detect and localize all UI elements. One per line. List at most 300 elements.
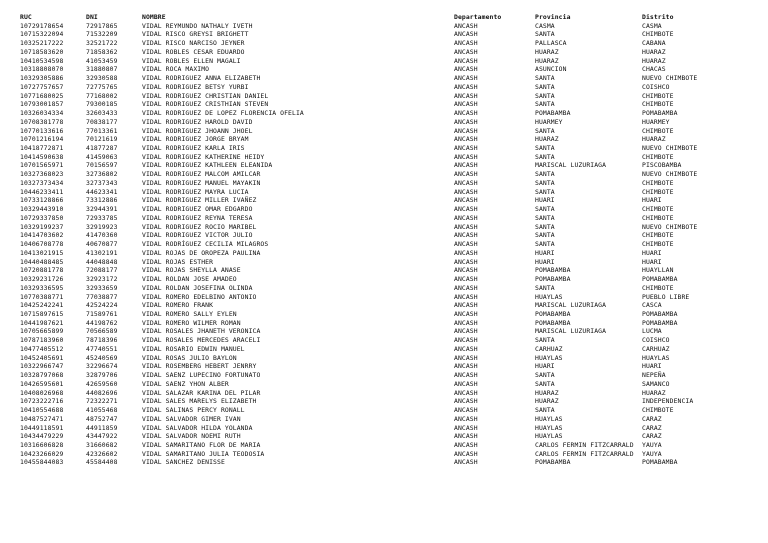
dni-cell: 32521722 [86,39,118,48]
table-row [20,319,760,328]
header-dni: DNI [86,13,98,21]
nombre-cell: VIDAL SALAZAR KARINA DEL PILAR [142,388,261,397]
nombre-cell: VIDAL ROSARIO EDWIN MANUEL [142,344,245,353]
table-row [20,327,760,336]
table-row [20,397,760,406]
nombre-cell: VIDAL RODRIGUEZ DE LOPEZ FLORENCIA OFELIA [142,109,304,118]
provincia-cell: SANTA [535,283,555,292]
table-row [20,22,760,31]
dni-cell: 72322271 [86,397,118,406]
provincia-cell: SANTA [535,379,555,388]
departamento-cell: ANCASH [454,266,478,275]
ruc-cell: 10406708778 [20,240,64,249]
provincia-cell: HUAYLAS [535,292,563,301]
provincia-cell: HUARI [535,362,555,371]
ruc-cell: 10718583620 [20,47,64,56]
nombre-cell: VIDAL RODRIGUEZ CRISTHIAN STEVEN [142,100,269,109]
dni-cell: 45584408 [86,458,118,467]
distrito-cell: POMABAMBA [642,458,678,467]
provincia-cell: POMABAMBA [535,458,571,467]
table-row [20,127,760,136]
provincia-cell: HUARAZ [535,135,559,144]
dni-cell: 32603433 [86,109,118,118]
nombre-cell: VIDAL SALVADOR NOEMI RUTH [142,432,241,441]
departamento-cell: ANCASH [454,432,478,441]
distrito-cell: POMABAMBA [642,318,678,327]
ruc-cell: 10708381778 [20,117,64,126]
ruc-cell: 10418772871 [20,144,64,153]
provincia-cell: SANTA [535,187,555,196]
dni-cell: 70838177 [86,117,118,126]
ruc-cell: 10325217222 [20,39,64,48]
table-row [20,424,760,433]
provincia-cell: SANTA [535,178,555,187]
nombre-cell: VIDAL RODRIGUEZ HAROLD DAVID [142,117,253,126]
nombre-cell: VIDAL ROSAS JULIO BAYLON [142,353,237,362]
provincia-cell: SANTA [535,30,555,39]
nombre-cell: VIDAL SAMARITANO JULIA TEODOSIA [142,449,265,458]
departamento-cell: ANCASH [454,449,478,458]
nombre-cell: VIDAL RODRIGUEZ BETSY YURBI [142,82,249,91]
departamento-cell: ANCASH [454,91,478,100]
nombre-cell: VIDAL ROMERO FRANK [142,301,214,310]
table-row [20,92,760,101]
distrito-cell: CHIMBOTE [642,126,674,135]
provincia-cell: HUARAZ [535,397,559,406]
header-departamento: Departamento [454,13,502,21]
nombre-cell: VIDAL ROJAS ESTHER [142,257,214,266]
dni-cell: 32919923 [86,222,118,231]
departamento-cell: ANCASH [454,318,478,327]
provincia-cell: SANTA [535,213,555,222]
distrito-cell: YAUYA [642,440,662,449]
provincia-cell: CASMA [535,21,555,30]
distrito-cell: NUEVO CHIMBOTE [642,170,698,179]
nombre-cell: VIDAL RODRÍGUEZ CECILIA MILAGROS [142,240,269,249]
departamento-cell: ANCASH [454,301,478,310]
departamento-cell: ANCASH [454,248,478,257]
dni-cell: 32944391 [86,205,118,214]
ruc-cell: 10414703602 [20,231,64,240]
departamento-cell: ANCASH [454,39,478,48]
table-row [20,109,760,118]
table-row [20,380,760,389]
dni-cell: 44911859 [86,423,118,432]
table-row [20,118,760,127]
ruc-cell: 10329231726 [20,275,64,284]
table-row [20,389,760,398]
header-ruc: RUC [20,13,32,21]
table-row [20,240,760,249]
departamento-cell: ANCASH [454,30,478,39]
ruc-cell: 10425242241 [20,301,64,310]
table-row [20,415,760,424]
distrito-cell: PUEBLO LIBRE [642,292,690,301]
table-row [20,432,760,441]
departamento-cell: ANCASH [454,309,478,318]
nombre-cell: VIDAL RODRIGUEZ JORGE BRYAM [142,135,249,144]
table-row [20,301,760,310]
table-row [20,266,760,275]
nombre-cell: VIDAL ROMERO SALLY EYLEN [142,309,237,318]
provincia-cell: HUARAZ [535,47,559,56]
provincia-cell: SANTA [535,222,555,231]
nombre-cell: VIDAL ROLDAN JOSEFINA OLINDA [142,283,253,292]
departamento-cell: ANCASH [454,74,478,83]
dni-cell: 42659560 [86,379,118,388]
table-row [20,57,760,66]
nombre-cell: VIDAL SANCHEZ DENISSE [142,458,225,467]
provincia-cell: HUARI [535,248,555,257]
provincia-cell: SANTA [535,126,555,135]
dni-cell: 72933785 [86,213,118,222]
table-row [20,231,760,240]
distrito-cell: HUARAZ [642,56,666,65]
nombre-cell: VIDAL SALVADOR GIMER IVAN [142,414,241,423]
table-row [20,354,760,363]
ruc-cell: 10701216194 [20,135,64,144]
dni-cell: 45240569 [86,353,118,362]
dni-cell: 77013361 [86,126,118,135]
departamento-cell: ANCASH [454,240,478,249]
nombre-cell: VIDAL ROBLES ELLEN MAGALI [142,56,241,65]
ruc-cell: 10793001857 [20,100,64,109]
provincia-cell: HUAYLAS [535,423,563,432]
ruc-cell: 10720881778 [20,266,64,275]
departamento-cell: ANCASH [454,344,478,353]
table-row [20,48,760,57]
nombre-cell: VIDAL ROJAS SHEYLLA ANASE [142,266,241,275]
ruc-cell: 10477405512 [20,344,64,353]
table-row [20,100,760,109]
provincia-cell: HUAYLAS [535,432,563,441]
distrito-cell: CHIMBOTE [642,406,674,415]
dni-cell: 44048848 [86,257,118,266]
nombre-cell: VIDAL SALINAS PERCY RONALL [142,406,245,415]
table-row [20,249,760,258]
provincia-cell: SANTA [535,144,555,153]
distrito-cell: CHIMBOTE [642,187,674,196]
provincia-cell: POMABAMBA [535,318,571,327]
departamento-cell: ANCASH [454,222,478,231]
dni-cell: 70121619 [86,135,118,144]
table-row [20,170,760,179]
ruc-cell: 10787183960 [20,336,64,345]
ruc-cell: 10455844083 [20,458,64,467]
departamento-cell: ANCASH [454,336,478,345]
nombre-cell: VIDAL SAENZ YHON ALBER [142,379,229,388]
dni-cell: 79300185 [86,100,118,109]
ruc-cell: 10434479229 [20,432,64,441]
provincia-cell: SANTA [535,336,555,345]
provincia-cell: MARISCAL LUZURIAGA [535,301,607,310]
departamento-cell: ANCASH [454,362,478,371]
dni-cell: 41302191 [86,248,118,257]
departamento-cell: ANCASH [454,56,478,65]
distrito-cell: HUARAZ [642,47,666,56]
provincia-cell: SANTA [535,240,555,249]
document-page [20,13,760,467]
ruc-cell: 10318808070 [20,65,64,74]
provincia-cell: MARISCAL LUZURIAGA [535,327,607,336]
distrito-cell: HUARI [642,362,662,371]
nombre-cell: VIDAL RODRIGUEZ JHOANN JHOEL [142,126,253,135]
nombre-cell: VIDAL SAMARITANO FLOR DE MARIA [142,440,261,449]
nombre-cell: VIDAL RODRIGUEZ KARLA IRIS [142,144,245,153]
departamento-cell: ANCASH [454,292,478,301]
departamento-cell: ANCASH [454,231,478,240]
dni-cell: 70566589 [86,327,118,336]
departamento-cell: ANCASH [454,109,478,118]
departamento-cell: ANCASH [454,275,478,284]
dni-cell: 70156597 [86,161,118,170]
table-row [20,188,760,197]
provincia-cell: POMABAMBA [535,275,571,284]
table-row [20,450,760,459]
provincia-cell: SANTA [535,231,555,240]
ruc-cell: 10771680025 [20,91,64,100]
distrito-cell: CARAZ [642,432,662,441]
nombre-cell: VIDAL RODRIGUEZ KATHERINE HEIDY [142,152,265,161]
ruc-cell: 10423266029 [20,449,64,458]
departamento-cell: ANCASH [454,397,478,406]
provincia-cell: SANTA [535,371,555,380]
distrito-cell: POMABAMBA [642,309,678,318]
ruc-cell: 10316606828 [20,440,64,449]
provincia-cell: CARLOS FERMIN FITZCARRALD [535,449,634,458]
provincia-cell: POMABAMBA [535,309,571,318]
distrito-cell: COISHCO [642,82,670,91]
nombre-cell: VIDAL RODRIGUEZ MAYRA LUCIA [142,187,249,196]
distrito-cell: CARAZ [642,414,662,423]
table-row [20,196,760,205]
ruc-cell: 10770388771 [20,292,64,301]
nombre-cell: VIDAL RODRIGUEZ OMAR EDGARDO [142,205,253,214]
provincia-cell: SANTA [535,205,555,214]
nombre-cell: VIDAL ROLDAN JOSE AMADEO [142,275,237,284]
ruc-cell: 10733128866 [20,196,64,205]
departamento-cell: ANCASH [454,170,478,179]
distrito-cell: NUEVO CHIMBOTE [642,222,698,231]
nombre-cell: VIDAL RODRIGUEZ CHRISTIAN DANIEL [142,91,269,100]
departamento-cell: ANCASH [454,21,478,30]
departamento-cell: ANCASH [454,144,478,153]
nombre-cell: VIDAL RODRIGUEZ VICTOR JULIO [142,231,253,240]
dni-cell: 73312886 [86,196,118,205]
nombre-cell: VIDAL RODRIGUEZ ROCIO MARIBEL [142,222,257,231]
table-row [20,310,760,319]
departamento-cell: ANCASH [454,327,478,336]
departamento-cell: ANCASH [454,187,478,196]
dni-cell: 32923172 [86,275,118,284]
ruc-cell: 10329443910 [20,205,64,214]
table-row [20,458,760,467]
ruc-cell: 10452405691 [20,353,64,362]
dni-cell: 72917865 [86,21,118,30]
distrito-cell: CHIMBOTE [642,178,674,187]
distrito-cell: LUCMA [642,327,662,336]
provincia-cell: SANTA [535,406,555,415]
provincia-cell: POMABAMBA [535,109,571,118]
provincia-cell: HUARAZ [535,56,559,65]
departamento-cell: ANCASH [454,213,478,222]
table-row [20,74,760,83]
header-provincia: Provincia [535,13,571,21]
ruc-cell: 10701565971 [20,161,64,170]
distrito-cell: CABANA [642,39,666,48]
distrito-cell: CASCA [642,301,662,310]
nombre-cell: VIDAL SALVADOR HILDA YOLANDA [142,423,253,432]
table-row [20,161,760,170]
ruc-cell: 10326034334 [20,109,64,118]
dni-cell: 72775765 [86,82,118,91]
provincia-cell: MARISCAL LUZURIAGA [535,161,607,170]
nombre-cell: VIDAL REYMUNDO NATHALY IVETH [142,21,253,30]
table-row [20,179,760,188]
table-row [20,275,760,284]
departamento-cell: ANCASH [454,379,478,388]
departamento-cell: ANCASH [454,388,478,397]
dni-cell: 41055468 [86,406,118,415]
distrito-cell: CHIMBOTE [642,240,674,249]
departamento-cell: ANCASH [454,161,478,170]
provincia-cell: HUARMEY [535,117,563,126]
distrito-cell: COISHCO [642,336,670,345]
distrito-cell: HUAYLLAN [642,266,674,275]
ruc-cell: 10729337850 [20,213,64,222]
departamento-cell: ANCASH [454,117,478,126]
provincia-cell: SANTA [535,82,555,91]
distrito-cell: CHIMBOTE [642,213,674,222]
table-row [20,336,760,345]
nombre-cell: VIDAL ROSALES MERCEDES ARACELI [142,336,261,345]
nombre-cell: VIDAL SALES MARELYS ELIZABETH [142,397,257,406]
table-row [20,135,760,144]
nombre-cell: VIDAL RODRIGUEZ ANNA ELIZABETH [142,74,261,83]
ruc-cell: 10410554688 [20,406,64,415]
ruc-cell: 10446233411 [20,187,64,196]
nombre-cell: VIDAL ROSALES JHANETH VERONICA [142,327,261,336]
dni-cell: 41053459 [86,56,118,65]
table-row [20,144,760,153]
table-row [20,293,760,302]
ruc-cell: 10414590638 [20,152,64,161]
distrito-cell: CHIMBOTE [642,91,674,100]
provincia-cell: SANTA [535,74,555,83]
provincia-cell: SANTA [535,170,555,179]
distrito-cell: HUARMEY [642,117,670,126]
ruc-cell: 10449118591 [20,423,64,432]
dni-cell: 40670877 [86,240,118,249]
table-row [20,441,760,450]
ruc-cell: 10715322094 [20,30,64,39]
ruc-cell: 10413021915 [20,248,64,257]
nombre-cell: VIDAL SAENZ LUPECINO FORTUNATO [142,371,261,380]
dni-cell: 44082696 [86,388,118,397]
ruc-cell: 10329199237 [20,222,64,231]
nombre-cell: VIDAL RODRIGUEZ MILLER IVAÑEZ [142,196,257,205]
table-row [20,223,760,232]
distrito-cell: CHIMBOTE [642,283,674,292]
departamento-cell: ANCASH [454,257,478,266]
nombre-cell: VIDAL ROCA MAXIMO [142,65,210,74]
header-row [20,13,760,22]
ruc-cell: 10327373434 [20,178,64,187]
dni-cell: 32737343 [86,178,118,187]
table-row [20,406,760,415]
departamento-cell: ANCASH [454,283,478,292]
provincia-cell: HUARI [535,196,555,205]
ruc-cell: 10327368023 [20,170,64,179]
distrito-cell: HUARI [642,248,662,257]
ruc-cell: 10441987621 [20,318,64,327]
dni-cell: 77168002 [86,91,118,100]
dni-cell: 78718396 [86,336,118,345]
dni-cell: 77038877 [86,292,118,301]
distrito-cell: CHIMBOTE [642,152,674,161]
distrito-cell: POMABAMBA [642,109,678,118]
distrito-cell: HUARAZ [642,135,666,144]
distrito-cell: NUEVO CHIMBOTE [642,74,698,83]
ruc-cell: 10705665899 [20,327,64,336]
distrito-cell: NEPEÑA [642,371,666,380]
provincia-cell: SANTA [535,91,555,100]
distrito-cell: CHIMBOTE [642,205,674,214]
distrito-cell: INDEPENDENCIA [642,397,694,406]
provincia-cell: POMABAMBA [535,266,571,275]
dni-cell: 32930588 [86,74,118,83]
table-row [20,205,760,214]
nombre-cell: VIDAL RODRIGUEZ MANUEL MAYAKIN [142,178,261,187]
header-distrito: Distrito [642,13,674,21]
ruc-cell: 10408026968 [20,388,64,397]
ruc-cell: 10770133616 [20,126,64,135]
departamento-cell: ANCASH [454,423,478,432]
dni-cell: 71532209 [86,30,118,39]
departamento-cell: ANCASH [454,135,478,144]
table-row [20,345,760,354]
provincia-cell: SANTA [535,152,555,161]
dni-cell: 42326602 [86,449,118,458]
departamento-cell: ANCASH [454,100,478,109]
departamento-cell: ANCASH [454,353,478,362]
nombre-cell: VIDAL RODRIGUEZ MALCOM AMILCAR [142,170,261,179]
provincia-cell: SANTA [535,100,555,109]
table-row [20,258,760,267]
table-row [20,362,760,371]
ruc-cell: 10715897615 [20,309,64,318]
ruc-cell: 10426595601 [20,379,64,388]
provincia-cell: CARHUAZ [535,344,563,353]
dni-cell: 47740551 [86,344,118,353]
dni-cell: 32296674 [86,362,118,371]
departamento-cell: ANCASH [454,205,478,214]
dni-cell: 42524224 [86,301,118,310]
nombre-cell: VIDAL ROMERO WILMER ROMAN [142,318,241,327]
ruc-cell: 10727757657 [20,82,64,91]
departamento-cell: ANCASH [454,406,478,415]
departamento-cell: ANCASH [454,178,478,187]
dni-cell: 72088177 [86,266,118,275]
ruc-cell: 10329336595 [20,283,64,292]
table-body [20,22,760,467]
dni-cell: 44198762 [86,318,118,327]
ruc-cell: 10723222716 [20,397,64,406]
provincia-cell: HUAYLAS [535,414,563,423]
distrito-cell: HUARI [642,196,662,205]
distrito-cell: HUARAZ [642,388,666,397]
dni-cell: 71589761 [86,309,118,318]
